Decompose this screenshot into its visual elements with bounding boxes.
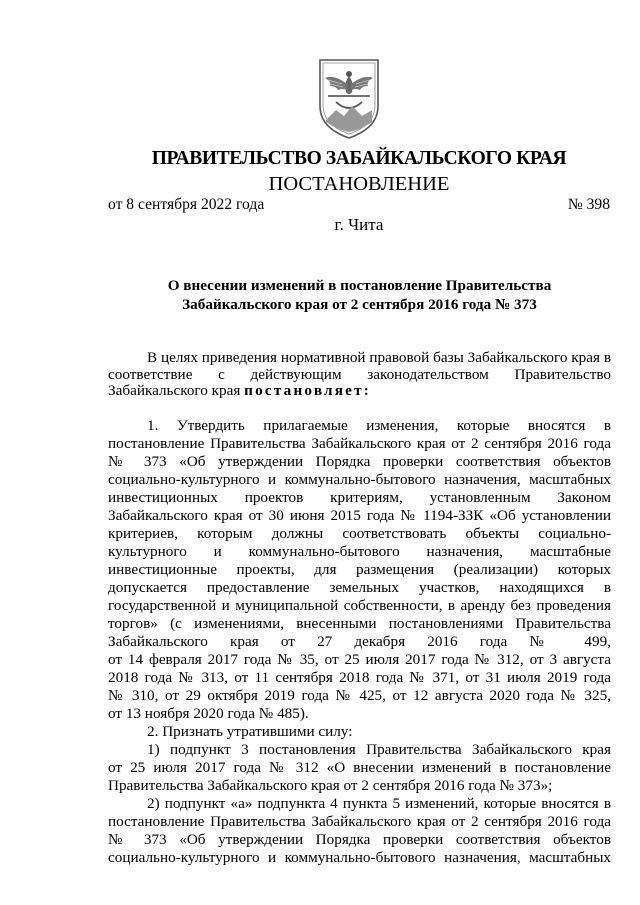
body-line: торгов» (с изменениями, внесенными постановлениями Правительства <box>108 615 611 632</box>
body-line: 2) подпункт «а» подпункта 4 пункта 5 изменений, которые вносятся в <box>147 795 611 812</box>
body-line: инвестиционные проекты, для размещения (реализации) которых <box>108 561 611 578</box>
body-line: государственной и муниципальной собственности, в аренду без проведения <box>108 597 611 614</box>
body-line: от 14 февраля 2017 года № 35, от 25 июля 2017 года № 312, от 3 августа <box>108 651 611 668</box>
body-line: социально-культурного и коммунально-бытового назначения, масштабных <box>108 849 611 866</box>
body-line: 1. Утвердить прилагаемые изменения, которые вносятся в <box>147 417 611 434</box>
document-type: ПОСТАНОВЛЕНИЕ <box>268 173 450 195</box>
body-line: от 13 ноября 2020 года № 485). <box>108 705 309 722</box>
body-line: № 373 «Об утверждении Порядка проверки соответствия объектов <box>108 831 611 848</box>
body-line: критериев, которым должны соответствовать объекты социально- <box>108 525 611 542</box>
title-line: О внесении изменений в постановление Правительства <box>167 277 552 294</box>
document-city: г. Чита <box>334 215 384 234</box>
coat-of-arms-icon <box>316 56 382 140</box>
body-line: № 310, от 29 октября 2019 года № 425, от 12 августа 2020 года № 325, <box>108 687 611 704</box>
document-date: от 8 сентября 2022 года <box>108 196 265 213</box>
body-line: инвестиционных проектов критериям, установленным Законом <box>108 489 611 506</box>
body-line: 2. Признать утратившими силу: <box>147 723 353 740</box>
body-line: Забайкальского края от 30 июня 2015 года № 1194-ЗЗК «Об установлении <box>108 507 611 524</box>
preamble-line: соответствие с действующим законодательством Правительство <box>108 366 611 383</box>
body-line: 1) подпункт 3 постановления Правительства Забайкальского края <box>147 741 611 758</box>
body-line: постановление Правительства Забайкальского края от 2 сентября 2016 года <box>108 435 611 452</box>
body-line: 2018 года № 313, от 11 сентября 2018 года № 371, от 31 июля 2019 года <box>108 669 611 686</box>
body-line: социально-культурного и коммунально-бытового назначения, масштабных <box>108 471 611 488</box>
body-line: Правительства Забайкальского края от 2 сентября 2016 года № 373»; <box>108 777 553 794</box>
document-title <box>108 276 611 314</box>
body-line: Забайкальского края от 27 декабря 2016 года № 499, <box>108 633 611 650</box>
body-line: допускается предоставление земельных участков, находящихся в <box>108 579 611 596</box>
preamble-text: Забайкальского края <box>108 382 245 399</box>
body-line: № 373 «Об утверждении Порядка проверки соответствия объектов <box>108 453 611 470</box>
decree-keyword: постановляет: <box>244 382 372 399</box>
document-number: № 398 <box>567 196 610 213</box>
body-line: постановление Правительства Забайкальского края от 2 сентября 2016 года <box>108 813 611 830</box>
preamble-line: В целях приведения нормативной правовой базы Забайкальского края в <box>147 349 611 366</box>
body-line: от 25 июля 2017 года № 312 «О внесении изменений в постановление <box>108 759 611 776</box>
body-line: культурного и коммунально-бытового назначения, масштабные <box>108 543 611 560</box>
government-name: ПРАВИТЕЛЬСТВО ЗАБАЙКАЛЬСКОГО КРАЯ <box>151 148 567 169</box>
preamble-line <box>108 381 611 401</box>
title-line: Забайкальского края от 2 сентября 2016 года № 373 <box>182 296 537 313</box>
